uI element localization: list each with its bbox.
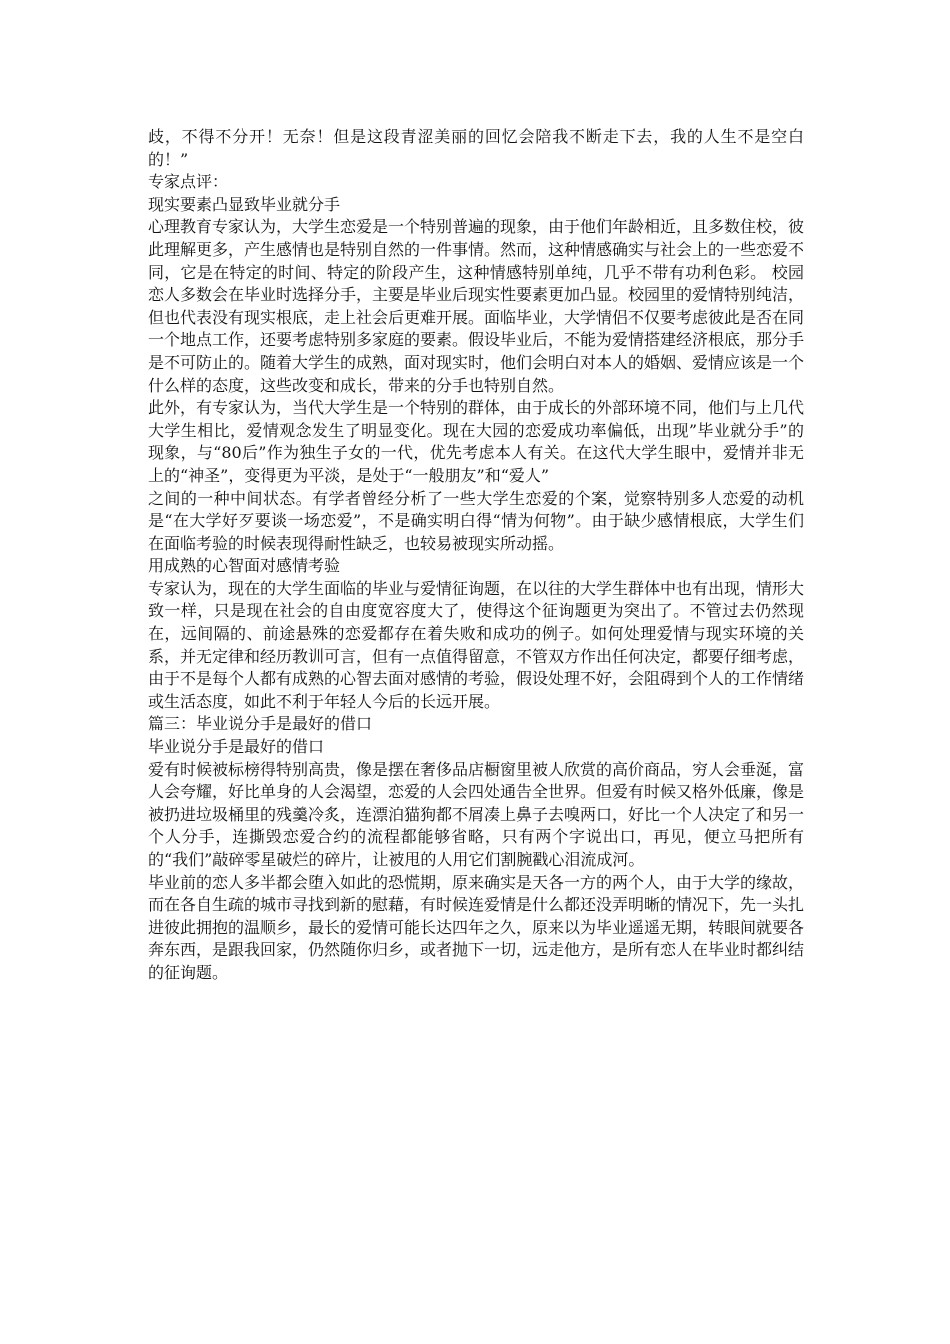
heading-reality-factors: 现实要素凸显致毕业就分手 — [148, 194, 341, 214]
heading-mature-mind: 用成熟的心智面对感情考验 — [148, 556, 341, 576]
document-body — [148, 126, 804, 985]
paragraph-graduation-panic: 毕业前的恋人多半都会堕入如此的恐慌期，原来确实是天各一方的两个人，由于大学的缘故，而在各自生疏的城市寻找到新的慰藉，有时候连爱情是什么都还没弄明晰的情况下，先一头扎进彼此拥抱的温顺乡，最长的爱情可能长达四年之久，原来以为毕业遥遥无期，转眼间就要各奔东西，是跟我回家，仍然随你归乡，或者抛下一切，远走他方，是所有恋人在毕业时都纠结的征询题。 — [148, 872, 805, 982]
heading-expert-review: 专家点评： — [148, 172, 229, 192]
paragraph-expert-opinion: 专家认为，现在的大学生面临的毕业与爱情征询题，在以往的大学生群体中也有出现，情形大致一样，只是现在社会的自由度宽容度大了，使得这个征询题更为突出了。不管过去仍然现在，远间隔的、前途悬殊的恋爱都存在着失败和成功的例子。如何处理爱情与现实环境的关系，并无定律和经历教训可言，但有一点值得留意，不管双方作出任何决定，都要仔细考虑，由于不是每个人都有成熟的心智去面对感情的考验，假设处理不好，会阻碍到个人的工作情绪或生活态度，如此不利于年轻人今后的长远开展。 — [148, 578, 805, 711]
paragraph-love-value: 爱有时候被标榜得特别高贵，像是摆在奢侈品店橱窗里被人欣赏的高价商品，穷人会垂涎，富人会夸耀，好比单身的人会渴望，恋爱的人会四处通告全世界。但爱有时候又格外低廉，像是被扔进垃圾桶里的残羹冷炙，连漂泊猫狗都不屑凑上鼻子去嗅两口，好比一个人决定了和另一个人分手，连撕毁恋爱合约的流程都能够省略，只有两个字说出口，再见，便立马把所有的“我们”敲碎零星破烂的碎片，让被甩的人用它们割腕戳心泪流成河。 — [148, 759, 805, 869]
paragraph-contemporary-students: 此外，有专家认为，当代大学生是一个特别的群体，由于成长的外部环境不同，他们与上几代大学生相比，爱情观念发生了明显变化。现在大园的恋爱成功率偏低，出现”毕业就分手”的现象，与“80后”作为独生子女的一代，优先考虑本人有关。在这代大学生眼中，爱情并非无上的“神圣”，变得更为平淡，是处于“一般朋友”和“爱人” — [148, 398, 805, 485]
paragraph-quote-ending: 歧，不得不分开！无奈！但是这段青涩美丽的回忆会陪我不断走下去，我的人生不是空白的！” — [148, 127, 804, 169]
heading-best-excuse: 毕业说分手是最好的借口 — [148, 737, 325, 757]
heading-chapter-three: 篇三：毕业说分手是最好的借口 — [148, 714, 373, 734]
paragraph-intermediate-state: 之间的一种中间状态。有学者曾经分析了一些大学生恋爱的个案，觉察特别多人恋爱的动机是“在大学好歹要谈一场恋爱”，不是确实明白得“情为何物”。由于缺少感情根底，大学生们在面临考验的时候表现得耐性缺乏，也较易被现实所动摇。 — [148, 488, 804, 553]
paragraph-psychology-expert: 心理教育专家认为，大学生恋爱是一个特别普遍的现象，由于他们年龄相近，且多数住校，彼此理解更多，产生感情也是特别自然的一件事情。然而，这种情感确实与社会上的一些恋爱不同，它是在特定的时间、特定的阶段产生，这种情感特别单纯，几乎不带有功利色彩。 校园恋人多数会在毕业时选择分手，主要是毕业后现实性要素更加凸显。校园里的爱情特别纯洁，但也代表没有现实根底，走上社会后更难开展。面临毕业，大学情侣不仅要考虑彼此是否在同一个地点工作，还要考虑特别多家庭的要素。假设毕业后，不能为爱情搭建经济根底，那分手是不可防止的。随着大学生的成熟，面对现实时，他们会明白对本人的婚姻、爱情应该是一个什么样的态度，这些改变和成长，带来的分手也特别自然。 — [148, 217, 805, 395]
